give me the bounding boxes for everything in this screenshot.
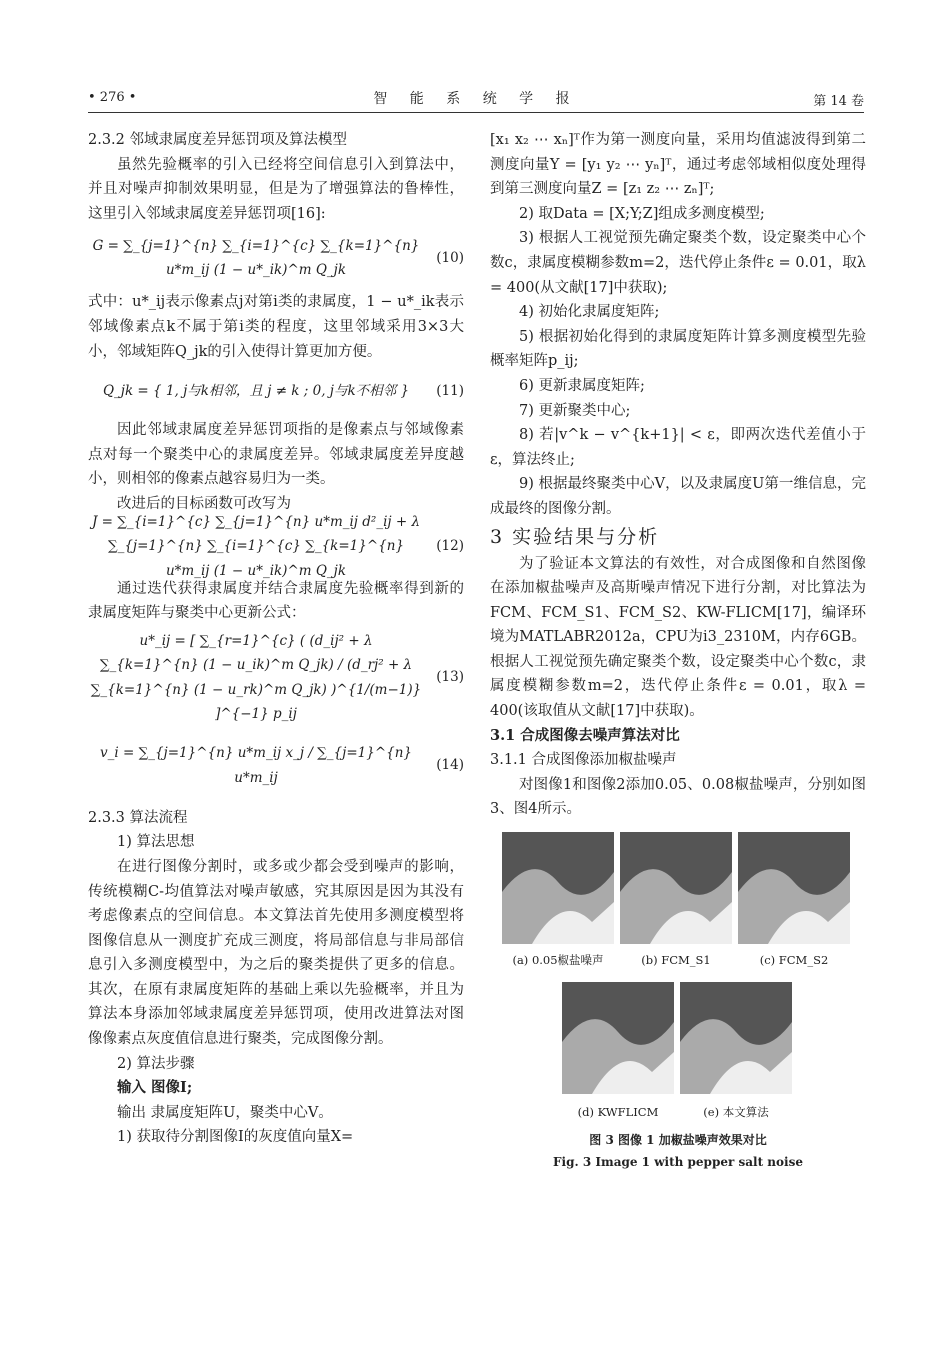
- paragraph: 式中：u*_ij表示像素点j对第i类的隶属度，1 − u*_ik表示邻域像素点k不属于第i类的程度，这里邻域采用3×3大小，邻域矩阵Q_jk的引入使得计算更加方便。: [88, 294, 464, 360]
- equation-number: (13): [436, 669, 464, 686]
- equation-10: [88, 230, 464, 286]
- image-kwflicm: [562, 982, 674, 1094]
- equation-13: [88, 630, 464, 726]
- section-3-1-1-title: 3.1.1 合成图像添加椒盐噪声: [490, 752, 677, 769]
- paragraph: 改进后的目标函数可改写为: [117, 495, 291, 512]
- paragraph: 虽然先验概率的引入已经将空间信息引入到算法中，并且对噪声抑制效果明显，但是为了增强算法的鲁棒性，这里引入邻域隶属度差异惩罚项[16]:: [88, 156, 464, 222]
- caption-b: (b) FCM_S1: [641, 953, 711, 968]
- figure-3: [490, 832, 866, 1192]
- paragraph: 为了验证本文算法的有效性，对合成图像和自然图像在添加椒盐噪声及高斯噪声情况下进行分割，对比算法为FCM、FCM_S1、FCM_S2、KW-FLICM[17]，编译环境为MATLABR2012a，CPU为i3_2310M，内存6GB。根据人工视觉预先确定聚类个数，设定聚类中心个数c，隶属度模糊参数m=2，迭代停止条件ε = 0.01，取λ = 400(该取值从文献[17]中获取)。: [490, 555, 866, 720]
- caption-a: (a) 0.05椒盐噪声: [512, 953, 604, 968]
- equation-body: v_i = ∑_{j=1}^{n} u*m_ij x_j / ∑_{j=1}^{n} u*m_ij: [99, 745, 413, 786]
- step-item: 5) 根据初始化得到的隶属度矩阵计算多测度模型先验概率矩阵p_ij;: [490, 328, 866, 370]
- header-rule: [88, 112, 864, 113]
- paragraph: 通过迭代获得隶属度并结合隶属度先验概率得到新的隶属度矩阵与聚类中心更新公式：: [88, 580, 464, 622]
- page-number: • 276 •: [88, 90, 137, 105]
- caption-e: (e) 本文算法: [703, 1105, 769, 1120]
- equation-body: Q_jk = { 1, j与k相邻，且 j ≠ k ; 0, j与k不相邻 }: [102, 382, 410, 399]
- equation-number: (10): [436, 250, 464, 267]
- equation-body: G = ∑_{j=1}^{n} ∑_{i=1}^{c} ∑_{k=1}^{n} u*m_ij (1 − u*_ik)^m Q_jk: [92, 237, 420, 279]
- step-title: 1) 算法思想: [117, 834, 195, 851]
- paragraph: 对图像1和图像2添加0.05、0.08椒盐噪声，分别如图3、图4所示。: [490, 776, 866, 818]
- volume-label: 第 14 卷: [813, 94, 864, 109]
- section-3-1-title: 3.1 合成图像去噪声算法对比: [490, 726, 680, 744]
- figure-caption-cn: 图 3 图像 1 加椒盐噪声效果对比: [589, 1133, 767, 1148]
- caption-c: (c) FCM_S2: [759, 953, 829, 968]
- paragraph: 因此邻域隶属度差异惩罚项指的是像素点与邻域像素点对每一个聚类中心的隶属度差异。邻域隶属度差异度越小，则相邻的像素点越容易归为一类。: [88, 422, 464, 488]
- image-proposed: [680, 982, 792, 1094]
- paragraph: 在进行图像分割时，或多或少都会受到噪声的影响，传统模糊C-均值算法对噪声敏感，究其原因是因为其没有考虑像素点的空间信息。本文算法首先使用多测度模型将图像信息从一测度扩充成三测度，将局部信息与非局部信息引入多测度模型中，为之后的聚类提供了更多的信息。其次，在原有隶属度矩阵的基础上乘以先验概率，并且为算法本身添加邻域隶属度差异惩罚项，使用改进算法对图像像素点灰度值信息进行聚类，完成图像分割。: [88, 858, 464, 1048]
- step-item: 9) 根据最终聚类中心V，以及隶属度U第一维信息，完成最终的图像分割。: [490, 476, 866, 517]
- section-2-3-2-title: 2.3.2 邻域隶属度差异惩罚项及算法模型: [88, 132, 348, 148]
- paragraph: [x₁ x₂ ⋯ xₙ]ᵀ作为第一测度向量，采用均值滤波得到第二测度向量Y = [y₁ y₂ ⋯ yₙ]ᵀ，通过考虑邻域相似度处理得到第三测度向量Z = [z₁ z₂ ⋯ zₙ]ᵀ;: [490, 132, 866, 198]
- equation-body: u*_ij = [ ∑_{r=1}^{c} ( (d_ij² + λ ∑_{k=1}^{n} (1 − u_ik)^m Q_jk) / (d_rj² + λ ∑_{k=1}^{n} (1 − u_rk)^m Q_jk) )^{1/(m−1)} ]^{−1} p_ij: [90, 632, 422, 723]
- equation-body: J = ∑_{i=1}^{c} ∑_{j=1}^{n} u*m_ij d²_ij + λ ∑_{j=1}^{n} ∑_{i=1}^{c} ∑_{k=1}^{n} u*m_ij (1 − u*_ik)^m Q_jk: [91, 513, 421, 579]
- step-item: 7) 更新聚类中心;: [519, 402, 631, 419]
- image-fcm-s1: [620, 832, 732, 944]
- equation-14: [88, 730, 464, 802]
- step-item: 8) 若|v^k − v^{k+1}| < ε，即两次迭代差值小于ε，算法终止;: [490, 427, 866, 468]
- section-2-3-3-title: 2.3.3 算法流程: [88, 809, 188, 826]
- left-column: [88, 128, 464, 1150]
- image-noisy: [502, 832, 614, 944]
- step-item: 3) 根据人工视觉预先确定聚类个数，设定聚类中心个数c，隶属度模糊参数m=2，迭代停止条件ε = 0.01，取λ = 400(从文献[17]中获取);: [490, 230, 866, 296]
- figure-caption-en: Fig. 3 Image 1 with pepper salt noise: [553, 1155, 803, 1170]
- running-header: [88, 88, 864, 110]
- step-item: 4) 初始化隶属度矩阵;: [519, 304, 660, 321]
- right-column: [490, 128, 866, 1192]
- paragraph: 1) 获取待分割图像I的灰度值向量X=: [117, 1129, 354, 1146]
- equation-number: (11): [436, 382, 464, 399]
- journal-title: 智 能 系 统 学 报: [373, 91, 579, 107]
- equation-12: [88, 513, 464, 579]
- output-line: 输出 隶属度矩阵U，聚类中心V。: [117, 1104, 333, 1121]
- equation-number: (14): [436, 757, 464, 774]
- step-item: 2) 取Data = [X;Y;Z]组成多测度模型;: [519, 205, 765, 222]
- image-fcm-s2: [738, 832, 850, 944]
- caption-d: (d) KWFLICM: [577, 1105, 659, 1120]
- equation-number: (12): [436, 538, 464, 555]
- step-item: 6) 更新隶属度矩阵;: [519, 377, 645, 394]
- input-line: 输入 图像I;: [117, 1079, 193, 1097]
- step-title: 2) 算法步骤: [117, 1055, 195, 1072]
- section-3-title: 3 实验结果与分析: [490, 525, 660, 548]
- equation-11: [88, 368, 464, 414]
